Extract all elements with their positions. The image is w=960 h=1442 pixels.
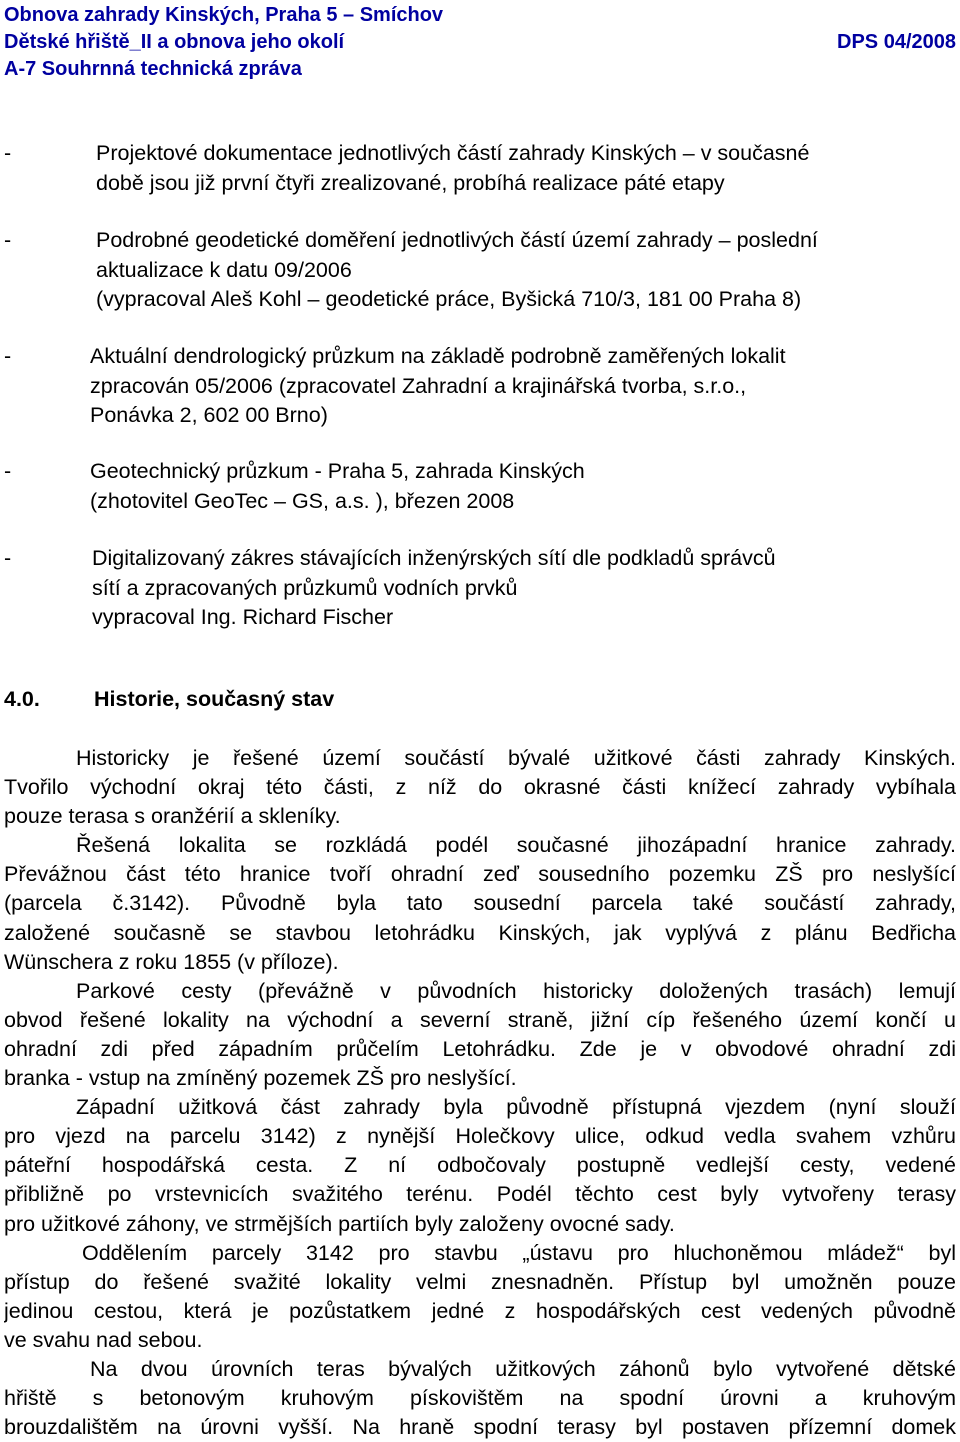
list-item-3 (4, 342, 954, 431)
list-line: aktualizace k datu 09/2006 (96, 257, 352, 282)
section-number: 4.0. (4, 687, 40, 711)
section-heading (4, 684, 334, 714)
list-item-2 (4, 226, 954, 315)
list-dash: - (4, 546, 12, 570)
header-project-title: Obnova zahrady Kinských, Praha 5 – Smíchov (4, 4, 444, 26)
text-line: pro vjezd na parcelu 3142) z nynější Holečkovy ulice, odkud vedla svahem vzhůru (4, 1124, 956, 1149)
text-line: Převážnou část této hranice tvoří ohradní zeď sousedního pozemku ZŠ pro neslyšící (4, 862, 956, 887)
list-dash: - (4, 228, 12, 252)
document-list-3 (4, 342, 954, 431)
text-line: ve svahu nad sebou. (4, 1327, 203, 1352)
list-line: (zhotovitel GeoTec – GS, a.s. ), březen 2008 (90, 488, 515, 513)
list-dash: - (4, 141, 12, 165)
list-item-text (90, 342, 954, 431)
text-line: Oddělením parcely 3142 pro stavbu „ústavu pro hluchoněmou mládež“ byl (82, 1240, 956, 1265)
text-line: branka - vstup na zmíněný pozemek ZŠ pro neslyšící. (4, 1066, 517, 1091)
text-line: Na dvou úrovních teras bývalých užitkových záhonů bylo vytvořené dětské (90, 1356, 956, 1381)
document-list-4 (4, 457, 954, 516)
list-line: Ponávka 2, 602 00 Brno) (90, 403, 328, 427)
document-list-5 (4, 544, 954, 633)
list-line: Projektové dokumentace jednotlivých částí zahrady Kinských – v současné (96, 141, 810, 165)
list-item-text (96, 226, 954, 315)
list-line: zpracován 05/2006 (zpracovatel Zahradní a krajinářská tvorba, s.r.o., (90, 373, 747, 398)
list-line: (vypracoval Aleš Kohl – geodetické práce, Byšická 710/3, 181 00 Praha 8) (96, 287, 802, 311)
text-line: hřiště s betonovým kruhovým pískovištěm na spodní úrovni a kruhovým (4, 1386, 956, 1411)
list-line: Podrobné geodetické doměření jednotlivých částí území zahrady – poslední (96, 228, 818, 252)
text-line: páteřní hospodářská cesta. Z ní odbočovaly postupně vedlejší cesty, vedené (4, 1153, 956, 1178)
text-line: obvod řešené lokality na východní a severní straně, jižní cíp řešeného území končí u (4, 1007, 956, 1032)
text-line: Historicky je řešené území součástí bývalé užitkové části zahrady Kinských. (76, 746, 956, 770)
header-project-line (4, 2, 956, 29)
list-item-text (90, 457, 954, 516)
list-item-text (96, 139, 954, 198)
text-line: založené současně se stavbou letohrádku Kinských, jak vyplývá z plánu Bedřicha (4, 920, 956, 945)
list-line: Geotechnický průzkum - Praha 5, zahrada Kinských (90, 459, 585, 483)
list-line: sítí a zpracovaných průzkumů vodních prvků (92, 575, 518, 600)
list-item-text (92, 544, 954, 633)
text-line: Wünschera z roku 1855 (v příloze). (4, 949, 339, 974)
list-line: době jsou již první čtyři zrealizované, probíhá realizace páté etapy (96, 170, 725, 195)
document-list-2 (4, 226, 954, 315)
body-text (4, 744, 956, 1442)
text-line: přístup do řešené svažité lokality velmi znesnadněn. Přístup byl umožněn pouze (4, 1269, 956, 1294)
header-doc-title: A-7 Souhrnná technická zpráva (4, 58, 302, 80)
text-line: pouze terasa s oranžérií a skleníky. (4, 804, 341, 829)
list-line: vypracoval Ing. Richard Fischer (92, 605, 394, 629)
text-line: Tvořilo východní okraj této části, z níž do okrasné části knížecí zahrady vybíhala (4, 775, 956, 800)
text-line: Řešená lokalita se rozkládá podél současné jihozápadní hranice zahrady. (76, 833, 956, 858)
text-line: Parkové cesty (převážně v původních historicky doložených trasách) lemují (76, 978, 956, 1003)
page-header (4, 2, 956, 83)
text-line: (parcela č.3142). Původně byla tato sousední parcela také součástí zahrady, (4, 891, 956, 916)
header-doc-code: DPS 04/2008 (837, 31, 956, 53)
list-item-5 (4, 544, 954, 633)
section-title: Historie, současný stav (94, 687, 335, 711)
list-dash: - (4, 344, 12, 368)
text-line: Západní užitková část zahrady byla původně přístupná vjezdem (nyní slouží (76, 1095, 956, 1120)
header-doc-line (4, 56, 956, 83)
text-line: pro užitkové záhony, ve strmějších partiích byly založeny ovocné sady. (4, 1211, 675, 1236)
text-line: přibližně po vrstevnicích svažitého terénu. Podél těchto cest byly vytvořeny terasy (4, 1182, 956, 1207)
list-line: Digitalizovaný zákres stávajících inženýrských sítí dle podkladů správců (92, 546, 776, 570)
text-line: ohradní zdi před západním průčelím Letohrádku. Zde je v obvodové ohradní zdi (4, 1036, 956, 1061)
list-dash: - (4, 459, 12, 483)
header-subproject-title: Dětské hřiště_II a obnova jeho okolí (4, 31, 345, 53)
text-line: jedinou cestou, která je pozůstatkem jedné z hospodářských cest vedených původně (4, 1298, 956, 1323)
list-line: Aktuální dendrologický průzkum na základě podrobně zaměřených lokalit (90, 344, 786, 368)
document-list-1 (4, 139, 954, 198)
header-subproject-line (4, 29, 956, 56)
list-item-4 (4, 457, 954, 516)
list-item-1 (4, 139, 954, 198)
text-line: brouzdalištěm na úrovni vyšší. Na hraně spodní terasy byl postaven přízemní domek (4, 1415, 956, 1440)
